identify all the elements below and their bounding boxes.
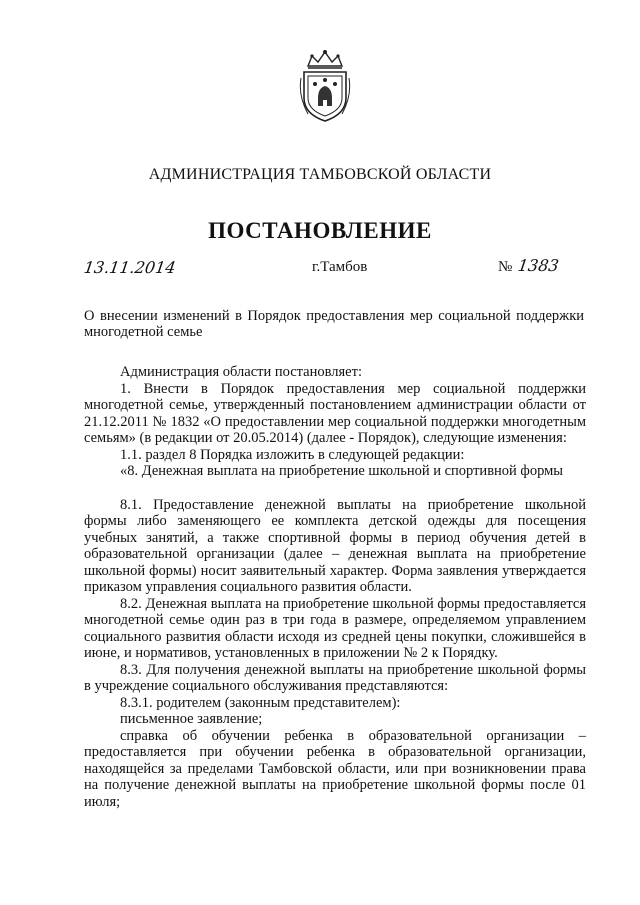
- document-type-title: ПОСТАНОВЛЕНИЕ: [208, 218, 432, 243]
- section-heading: «8. Денежная выплата на приобретение школьной и спортивной формы: [120, 463, 564, 479]
- paragraph: Администрация области постановляет:: [120, 364, 362, 380]
- paragraph: письменное заявление;: [120, 711, 263, 727]
- paragraph: 8.1. Предоставление денежной выплаты на приобретение школьной формы либо заменяющего ее комплекта детской одежды для посещения учебных занятий, а также спортивной формы в период обучения детей в образовательной организации (далее – денежная выплата на приобретение школьной формы) носит заявительный характер. Форма заявления утверждается приказом управления социального развития области.: [84, 496, 586, 595]
- document-body: [84, 364, 586, 810]
- paragraph: 8.3. Для получения денежной выплаты на приобретение школьной формы в учреждение социального обслуживания представляются:: [84, 661, 586, 694]
- document-number-label: №: [498, 259, 513, 275]
- paragraph: 8.3.1. родителем (законным представителем):: [120, 694, 401, 711]
- organization-title: АДМИНИСТРАЦИЯ ТАМБОВСКОЙ ОБЛАСТИ: [148, 166, 492, 183]
- document-number: 1383: [516, 256, 561, 275]
- paragraph: 1. Внести в Порядок предоставления мер социальной поддержки многодетной семье, утвержденный постановлением администрации области от 21.12.2011 № 1832 «О предоставлении мер социальной поддержки многодетным семьям» (в редакции от 20.05.2014) (далее - Порядок), следующие изменения:: [84, 380, 586, 446]
- document-date: 13.11.2014: [82, 258, 177, 277]
- document-city: г.Тамбов: [312, 259, 368, 275]
- document-subject: О внесении изменений в Порядок предоставления мер социальной поддержки многодетной семье: [84, 308, 584, 340]
- paragraph: справка об обучении ребенка в образовательной организации – предоставляется при обучении ребенка в образовательной организации, находящейся за пределами Тамбовской области, или при возникновении права на получение денежной выплаты на приобретение школьной формы после 01 июля;: [84, 727, 586, 810]
- coat-of-arms-icon: [298, 48, 352, 124]
- paragraph: 8.2. Денежная выплата на приобретение школьной формы предоставляется многодетной семье один раз в три года в размере, определяемом управлением социального развития области исходя из средней цены покупки, сложившейся в июне, и нормативов, установленных в приложении № 2 к Порядку.: [84, 595, 586, 661]
- paragraph: 1.1. раздел 8 Порядка изложить в следующей редакции:: [120, 446, 465, 463]
